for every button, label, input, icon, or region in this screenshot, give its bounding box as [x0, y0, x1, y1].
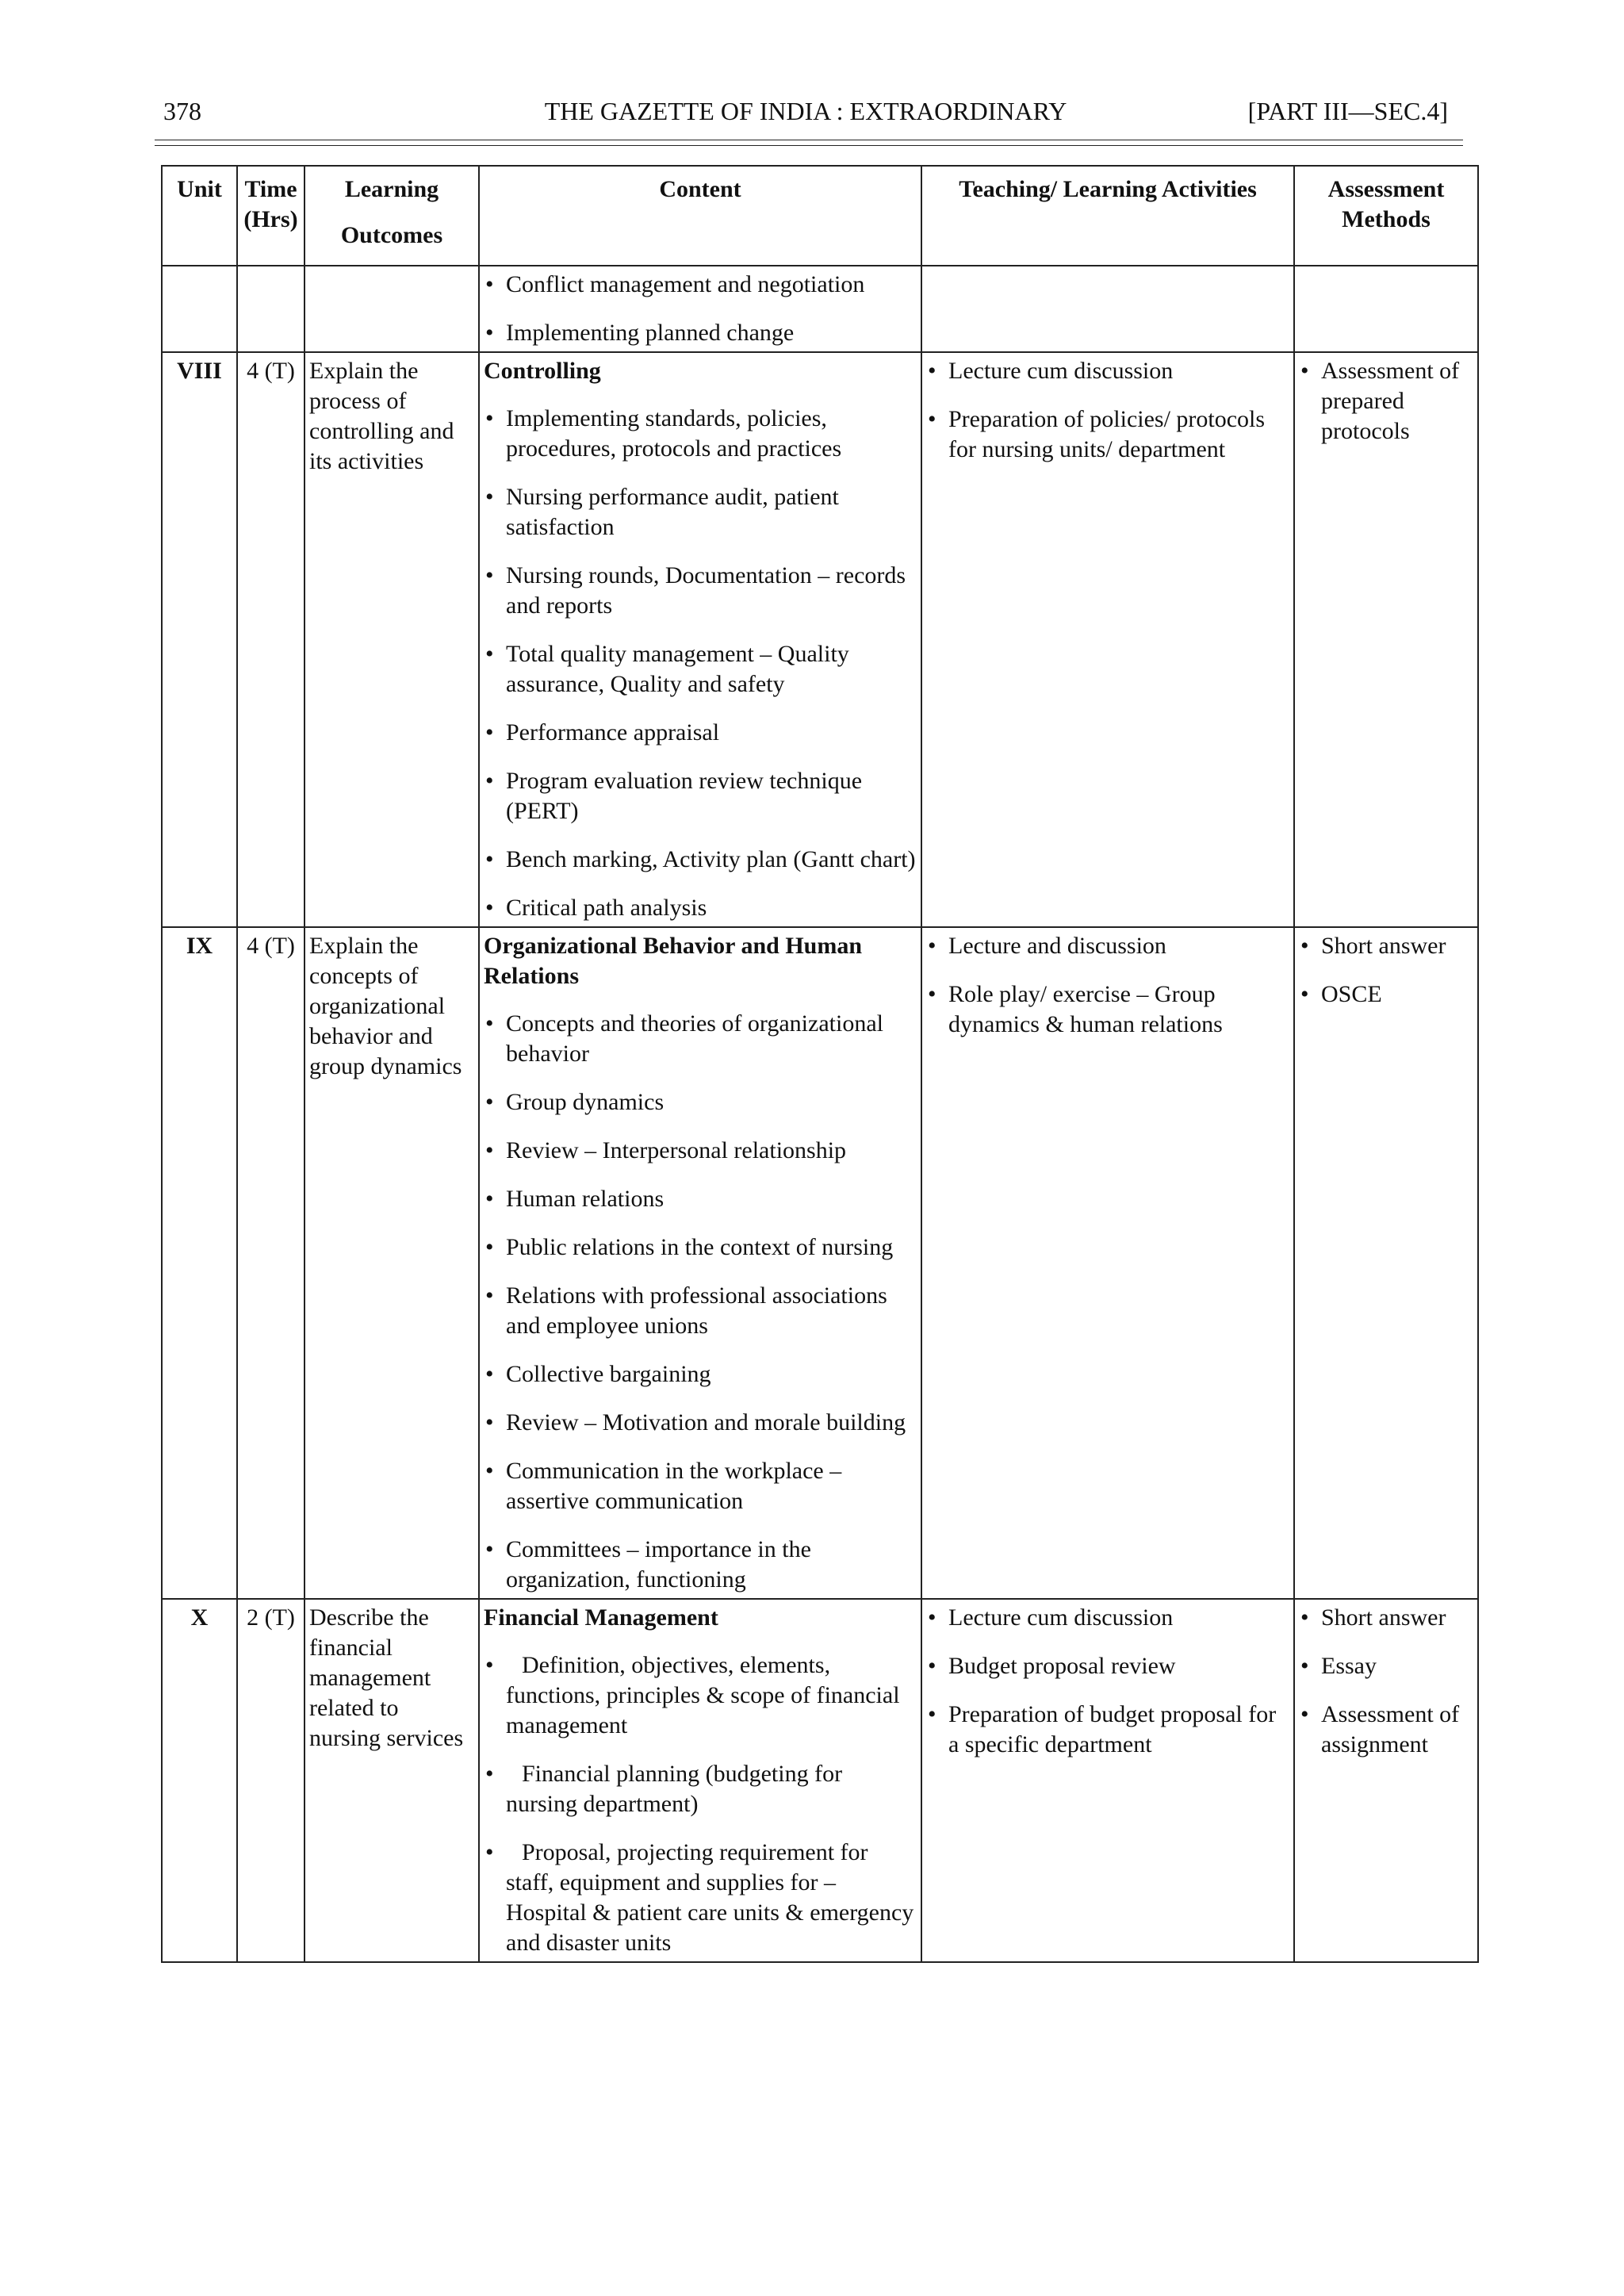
- content-cell: [479, 1599, 921, 1962]
- col-header-outcomes: Outcomes: [340, 222, 443, 248]
- content-item: [484, 1359, 917, 1389]
- activity-item-text: Lecture cum discussion: [948, 1604, 1174, 1631]
- section-label: [PART III—SEC.4]: [1247, 97, 1448, 125]
- activity-item: [926, 404, 1289, 465]
- content-item: [484, 766, 917, 826]
- assessment-cell: [1294, 352, 1478, 927]
- content-item: [484, 893, 917, 923]
- content-item-text: Communication in the workplace – assertive communication: [506, 1458, 842, 1514]
- content-item-text: Committees – importance in the organization, functioning: [506, 1536, 811, 1593]
- col-header-time: Time (Hrs): [237, 166, 304, 266]
- activity-item: [926, 1700, 1289, 1760]
- time-cell: 2 (T): [237, 1599, 304, 1962]
- content-item: [484, 1759, 917, 1819]
- content-item-text: Nursing performance audit, patient satisfaction: [506, 484, 839, 540]
- assessment-item-list: [1299, 356, 1473, 447]
- content-item: [484, 718, 917, 748]
- assessment-item-list: [1299, 1603, 1473, 1760]
- content-item: [484, 1408, 917, 1438]
- assessment-item-text: Short answer: [1321, 933, 1446, 959]
- content-cell: [479, 266, 921, 352]
- activity-item-text: Budget proposal review: [948, 1653, 1176, 1679]
- content-item-list: [484, 1009, 917, 1595]
- header-rule-bottom: [155, 145, 1463, 146]
- content-item-text: Definition, objectives, elements, functions, principles & scope of financial management: [506, 1652, 900, 1738]
- content-cell: [479, 352, 921, 927]
- activity-item-text: Preparation of budget proposal for a specific department: [948, 1701, 1277, 1757]
- col-header-learning: Learning: [344, 176, 439, 202]
- assessment-item-text: OSCE: [1321, 981, 1382, 1007]
- content-item: [484, 404, 917, 464]
- activity-item: [926, 356, 1289, 386]
- activity-item: [926, 1603, 1289, 1633]
- content-item-text: Implementing standards, policies, procedures, protocols and practices: [506, 405, 842, 462]
- unit-cell: VIII: [162, 352, 237, 927]
- col-header-assessment: Assessment Methods: [1294, 166, 1478, 266]
- activities-cell: [921, 1599, 1294, 1962]
- content-item: [484, 1535, 917, 1595]
- activity-item-list: [926, 356, 1289, 465]
- content-item: [484, 561, 917, 621]
- content-item-text: Relations with professional associations and employee unions: [506, 1282, 887, 1339]
- assessment-cell: [1294, 927, 1478, 1599]
- activity-item: [926, 979, 1289, 1040]
- assessment-item: [1299, 1651, 1473, 1681]
- learning-outcome-cell: [304, 266, 479, 352]
- assessment-item: [1299, 979, 1473, 1010]
- content-item: [484, 639, 917, 700]
- learning-outcome-cell: Explain the process of controlling and its activities: [304, 352, 479, 927]
- content-item-text: Concepts and theories of organizational behavior: [506, 1010, 883, 1067]
- time-cell: 4 (T): [237, 352, 304, 927]
- assessment-item-text: Assessment of assignment: [1321, 1701, 1460, 1757]
- col-header-learning-outcomes: [304, 166, 479, 266]
- activities-cell: [921, 352, 1294, 927]
- content-cell: [479, 927, 921, 1599]
- activities-cell: [921, 266, 1294, 352]
- content-item: [484, 1136, 917, 1166]
- content-item-text: Public relations in the context of nursing: [506, 1234, 894, 1260]
- content-item-list: [484, 1650, 917, 1958]
- content-item: [484, 270, 917, 300]
- assessment-item-list: [1299, 931, 1473, 1010]
- syllabus-table: [161, 165, 1479, 1963]
- content-item-text: Collective bargaining: [506, 1361, 711, 1387]
- activity-item-list: [926, 1603, 1289, 1760]
- content-item-text: Financial planning (budgeting for nursing department): [506, 1761, 843, 1817]
- content-item-text: Proposal, projecting requirement for staff, equipment and supplies for – Hospital & patient care units & emergency and disaster units: [506, 1839, 914, 1956]
- page-header: [163, 97, 1448, 132]
- assessment-item: [1299, 1603, 1473, 1633]
- assessment-cell: [1294, 1599, 1478, 1962]
- assessment-item-text: Assessment of prepared protocols: [1321, 358, 1460, 444]
- learning-outcome-cell: Explain the concepts of organizational behavior and group dynamics: [304, 927, 479, 1599]
- content-item: [484, 1281, 917, 1341]
- table-row: [162, 1599, 1478, 1962]
- activity-item: [926, 931, 1289, 961]
- content-item-text: Human relations: [506, 1186, 665, 1212]
- content-title: Controlling: [484, 358, 601, 384]
- activities-cell: [921, 927, 1294, 1599]
- activity-item-text: Lecture cum discussion: [948, 358, 1174, 384]
- gazette-title: THE GAZETTE OF INDIA : EXTRAORDINARY: [544, 97, 1067, 125]
- unit-cell: IX: [162, 927, 237, 1599]
- col-header-activities: Teaching/ Learning Activities: [921, 166, 1294, 266]
- assessment-item-text: Short answer: [1321, 1604, 1446, 1631]
- content-item-list: [484, 270, 917, 348]
- table-header-row: [162, 166, 1478, 266]
- assessment-item: [1299, 931, 1473, 961]
- time-cell: [237, 266, 304, 352]
- activity-item-list: [926, 931, 1289, 1040]
- content-item: [484, 1456, 917, 1516]
- assessment-item: [1299, 1700, 1473, 1760]
- content-item: [484, 845, 917, 875]
- content-item-text: Bench marking, Activity plan (Gantt chart): [506, 846, 916, 872]
- table-row: [162, 352, 1478, 927]
- content-item: [484, 1009, 917, 1069]
- activity-item-text: Preparation of policies/ protocols for nursing units/ department: [948, 406, 1266, 462]
- table-row: [162, 927, 1478, 1599]
- col-header-unit: Unit: [162, 166, 237, 266]
- assessment-cell: [1294, 266, 1478, 352]
- content-item: [484, 318, 917, 348]
- activity-item: [926, 1651, 1289, 1681]
- content-item: [484, 1232, 917, 1263]
- content-item-text: Review – Interpersonal relationship: [506, 1137, 847, 1163]
- content-item-text: Group dynamics: [506, 1089, 665, 1115]
- content-item-text: Critical path analysis: [506, 895, 707, 921]
- assessment-item: [1299, 356, 1473, 447]
- unit-cell: X: [162, 1599, 237, 1962]
- content-item: [484, 482, 917, 542]
- content-item-list: [484, 404, 917, 923]
- content-item: [484, 1087, 917, 1117]
- content-item: [484, 1838, 917, 1958]
- activity-item-text: Role play/ exercise – Group dynamics & human relations: [948, 981, 1223, 1037]
- content-item-text: Implementing planned change: [506, 320, 795, 346]
- content-item-text: Nursing rounds, Documentation – records and reports: [506, 562, 906, 619]
- content-item-text: Total quality management – Quality assurance, Quality and safety: [506, 641, 849, 697]
- learning-outcome-cell: Describe the financial management related to nursing services: [304, 1599, 479, 1962]
- content-item-text: Review – Motivation and morale building: [506, 1409, 906, 1435]
- content-item-text: Performance appraisal: [506, 719, 720, 746]
- unit-cell: [162, 266, 237, 352]
- content-item: [484, 1184, 917, 1214]
- content-title: Financial Management: [484, 1604, 718, 1631]
- content-title: Organizational Behavior and Human Relations: [484, 933, 863, 989]
- assessment-item-text: Essay: [1321, 1653, 1377, 1679]
- content-item-text: Conflict management and negotiation: [506, 271, 865, 297]
- content-item: [484, 1650, 917, 1741]
- col-header-content: Content: [479, 166, 921, 266]
- activity-item-text: Lecture and discussion: [948, 933, 1166, 959]
- page-number: 378: [163, 97, 201, 125]
- content-item-text: Program evaluation review technique (PERT): [506, 768, 863, 824]
- time-cell: 4 (T): [237, 927, 304, 1599]
- table-row: [162, 266, 1478, 352]
